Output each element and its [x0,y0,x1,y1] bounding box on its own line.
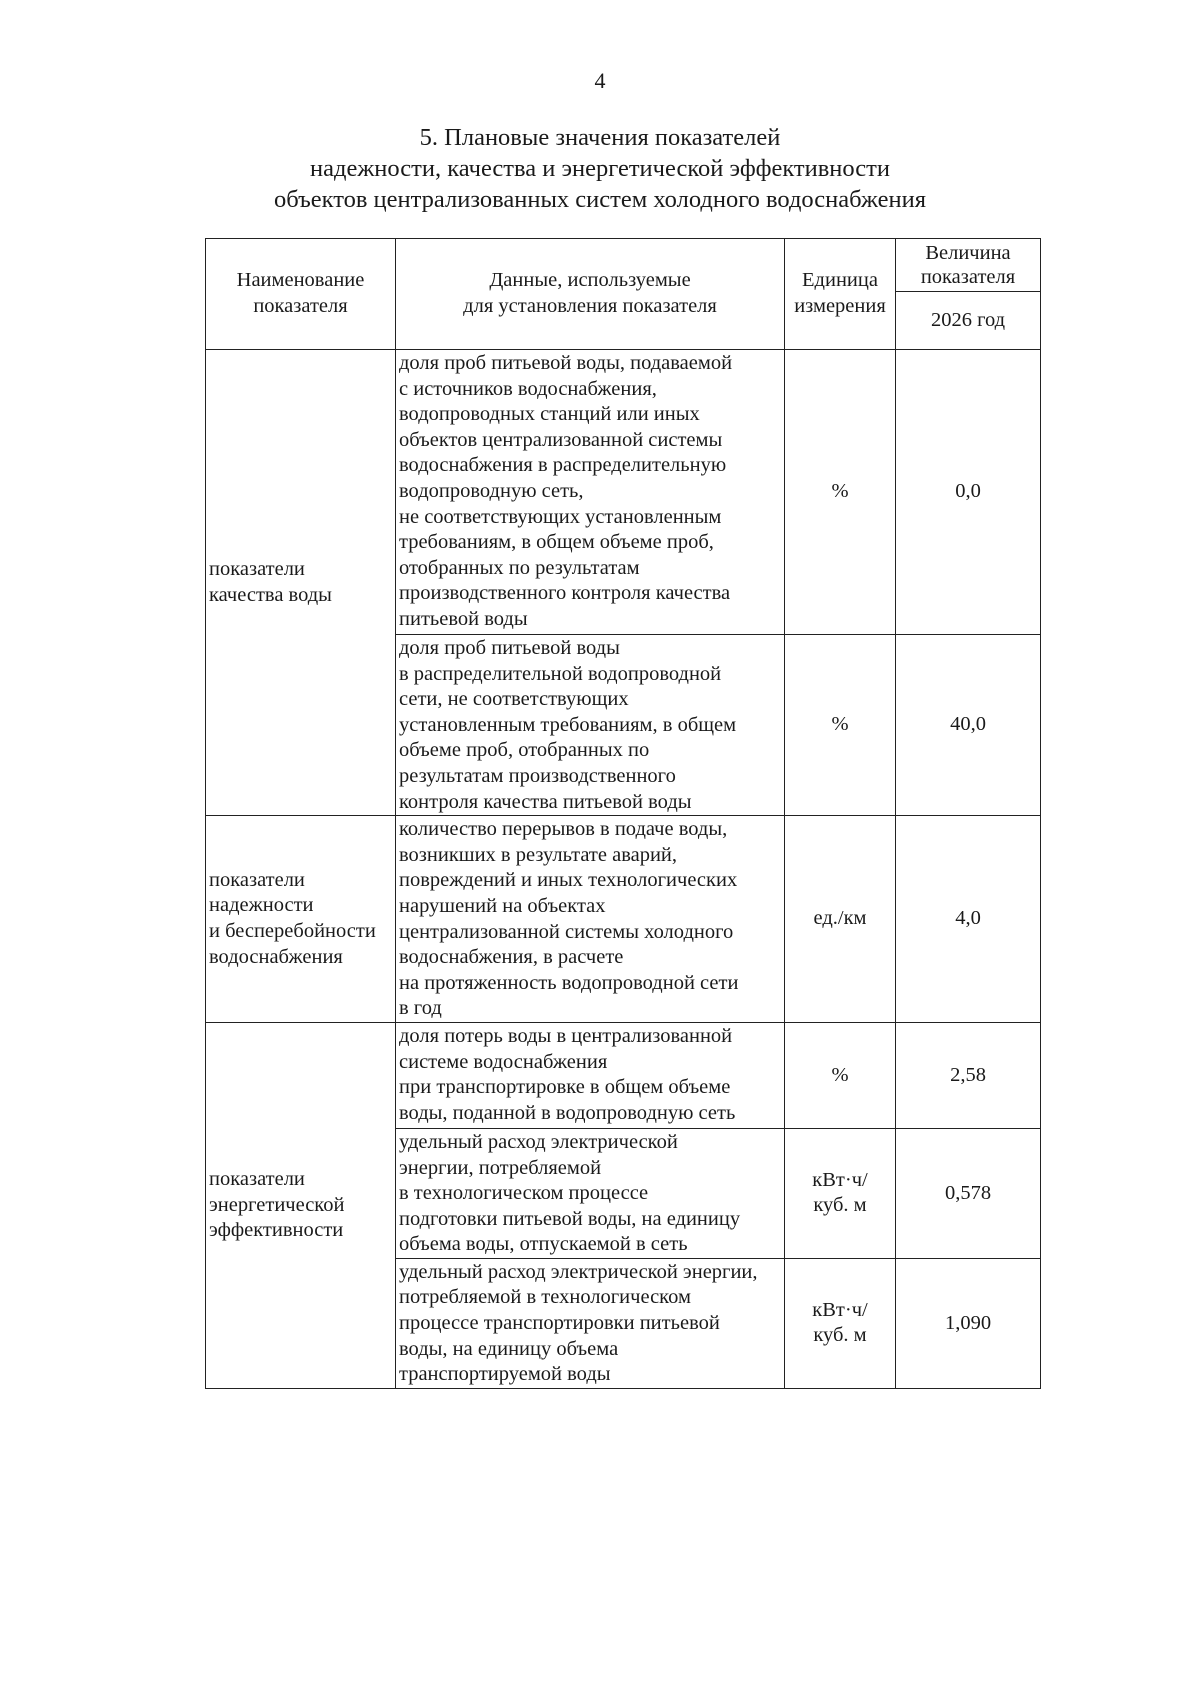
section-title-line: объектов централизованных систем холодного водоснабжения [274,186,926,213]
category-line: надежности [209,894,314,917]
data-description-cell [396,1258,785,1388]
value-cell [896,1022,1041,1128]
indicator-value: 2,58 [950,1063,986,1086]
indicator-value: 40,0 [950,713,986,736]
unit-value: % [831,480,849,503]
description-line: доля проб питьевой воды [399,637,620,659]
description-line: транспортируемой воды [399,1363,611,1386]
section-title [0,122,1200,215]
value-cell [896,1128,1041,1258]
description-line: водопроводных станций или иных [399,403,700,426]
table-header-row [206,239,1041,350]
description-line: в год [399,997,442,1020]
description-line: потребляемой в технологическом [399,1286,691,1309]
description-line: удельный расход электрической энергии, [399,1260,758,1283]
table-row [206,816,1041,1023]
description-line: в технологическом процессе [399,1182,649,1205]
description-line: доля проб питьевой воды, подаваемой [399,352,733,374]
header-name: Наименование показателя [206,239,396,350]
unit-cell [785,1258,896,1388]
indicator-value: 0,0 [955,480,981,503]
unit-value: кВт·ч/ куб. м [812,1168,868,1217]
description-line: водоснабжения, в расчете [399,946,624,969]
data-description-cell [396,1128,785,1258]
category-line: показатели [209,557,305,580]
description-line: контроля качества питьевой воды [399,790,692,813]
category-cell [206,1022,396,1388]
category-line: качества воды [209,583,332,606]
description-line: водоснабжения в распределительную [399,454,727,477]
category-line: водоснабжения [209,945,343,968]
page-number: 4 [594,68,606,93]
description-line: повреждений и иных технологических [399,869,738,892]
description-line: нарушений на объектах [399,894,606,917]
value-cell [896,635,1041,816]
header-value-title: Величина показателя [896,239,1040,292]
value-cell [896,350,1041,635]
unit-value: кВт·ч/ куб. м [812,1298,868,1347]
description-line: объектов централизованной системы [399,428,723,451]
category-line: энергетической [209,1193,345,1216]
indicator-value: 0,578 [944,1181,992,1204]
description-line: сети, не соответствующих [399,688,629,711]
description-line: количество перерывов в подаче воды, [399,818,728,841]
table-row [206,1022,1041,1128]
category-line: и бесперебойности [209,920,376,943]
description-line: централизованной системы холодного [399,920,734,943]
description-line: удельный расход электрической [399,1130,678,1153]
description-line: объема воды, отпускаемой в сеть [399,1233,688,1256]
section-title-line: надежности, качества и энергетической эффективности [310,155,890,182]
unit-cell [785,635,896,816]
description-line: воды, на единицу объема [399,1337,619,1360]
description-line: питьевой воды [399,607,528,630]
description-line: требованиям, в общем объеме проб, [399,531,714,554]
unit-cell [785,350,896,635]
data-description-cell [396,350,785,635]
description-line: в распределительной водопроводной [399,662,722,685]
description-line: при транспортировке в общем объеме [399,1076,731,1099]
indicator-value: 1,090 [944,1311,992,1334]
description-line: не соответствующих установленным [399,505,722,528]
table-row [206,350,1041,635]
description-line: доля потерь воды в централизованной [399,1024,733,1047]
data-description-cell [396,635,785,816]
description-line: энергии, потребляемой [399,1156,602,1179]
data-description-cell [396,1022,785,1128]
unit-cell [785,1022,896,1128]
data-description-cell [396,816,785,1023]
description-line: на протяженность водопроводной сети [399,971,739,994]
description-line: водопроводную сеть, [399,479,584,502]
description-line: воды, поданной в водопроводную сеть [399,1101,736,1124]
indicators-table [205,238,1041,1389]
category-line: показатели [209,1168,305,1190]
header-unit: Единица измерения [785,239,896,350]
header-year: 2026 год [930,308,1006,331]
description-line: отобранных по результатам [399,556,640,579]
category-line: показатели [209,868,305,891]
category-cell [206,350,396,816]
category-cell [206,816,396,1023]
description-line: возникших в результате аварий, [399,843,678,866]
category-line: эффективности [209,1219,344,1242]
description-line: установленным требованиям, в общем [399,713,737,736]
unit-cell [785,816,896,1023]
header-data: Данные, используемые для установления показателя [396,239,785,350]
description-line: подготовки питьевой воды, на единицу [399,1207,741,1230]
value-cell [896,816,1041,1023]
value-cell [896,1258,1041,1388]
description-line: с источников водоснабжения, [399,377,657,400]
description-line: производственного контроля качества [399,582,731,605]
indicator-value: 4,0 [955,907,981,930]
description-line: результатам производственного [399,764,676,787]
description-line: процессе транспортировки питьевой [399,1312,720,1335]
unit-value: % [831,713,849,736]
unit-cell [785,1128,896,1258]
header-value [896,239,1041,350]
section-title-line: 5. Плановые значения показателей [419,124,781,151]
unit-value: ед./км [813,907,867,930]
description-line: системе водоснабжения [399,1050,608,1073]
unit-value: % [831,1063,849,1086]
description-line: объеме проб, отобранных по [399,739,650,762]
